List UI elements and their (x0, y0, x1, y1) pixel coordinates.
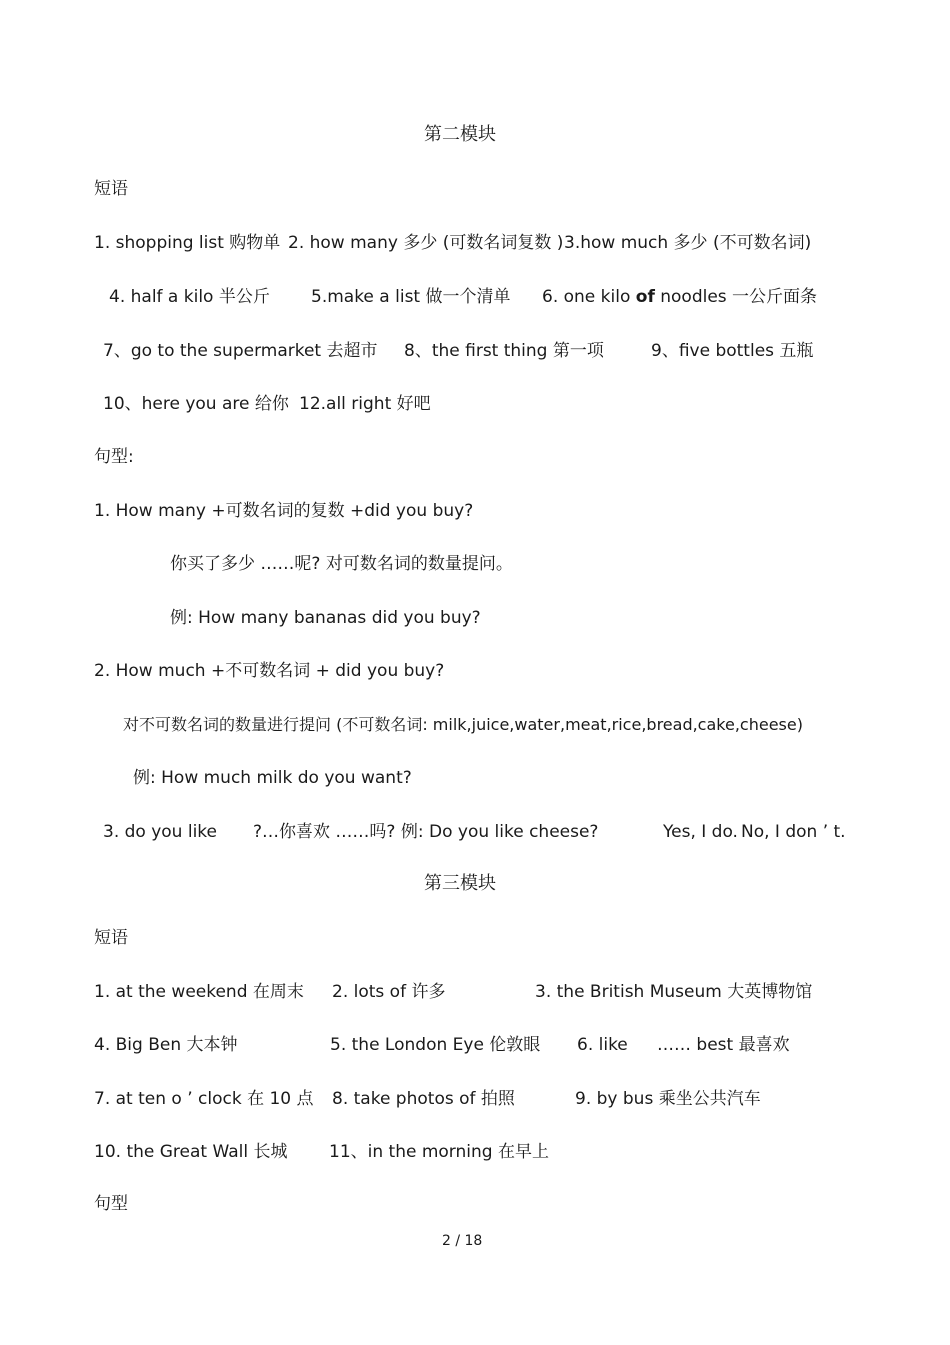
pattern-do-you-like-yes: Yes, I do. (663, 822, 738, 842)
phrase-at-the-weekend: 1. at the weekend 在周末 (94, 982, 304, 1002)
module3-patterns-label: 句型 (94, 1194, 128, 1214)
phrase-here-you-are: 10、here you are 给你 (103, 394, 289, 414)
page-number: 2 / 18 (442, 1233, 483, 1249)
pattern-do-you-like (103, 821, 883, 843)
module3-phrases-row3 (94, 1088, 894, 1110)
phrase-big-ben: 4. Big Ben 大本钟 (94, 1035, 238, 1055)
phrase-how-much: 3.how much 多少 (不可数名词) (564, 233, 812, 253)
phrase-at-ten-oclock: 7. at ten o ’ clock 在 10 点 (94, 1089, 314, 1109)
phrase-shopping-list: 1. shopping list 购物单 (94, 233, 281, 253)
pattern-do-you-like-meaning: ?…你喜欢 ……吗? 例: Do you like cheese? (253, 822, 599, 842)
module3-title: 第三模块 (424, 873, 496, 894)
module2-phrases-row3 (103, 340, 923, 362)
module3-phrases-row1 (94, 981, 894, 1003)
phrase-british-museum: 3. the British Museum 大英博物馆 (535, 982, 813, 1002)
phrase-london-eye: 5. the London Eye 伦敦眼 (330, 1035, 541, 1055)
phrase-by-bus: 9. by bus 乘坐公共汽车 (575, 1089, 761, 1109)
phrase-like: 6. like (577, 1035, 628, 1055)
module3-phrases-row4 (94, 1141, 694, 1163)
phrase-how-many: 2. how many 多少 (可数名词复数 ) (288, 233, 564, 253)
pattern-how-much-example: 例: How much milk do you want? (133, 768, 412, 788)
phrase-take-photos: 8. take photos of 拍照 (332, 1089, 515, 1109)
module2-phrases-row2 (109, 286, 929, 308)
pattern-how-many-example: 例: How many bananas did you buy? (170, 608, 481, 628)
module2-patterns-label: 句型: (94, 447, 134, 467)
phrase-first-thing: 8、the first thing 第一项 (404, 341, 604, 361)
pattern-do-you-like-question: 3. do you like (103, 822, 218, 842)
phrase-one-kilo-noodles: 6. one kilo of noodles 一公斤面条 (542, 287, 818, 307)
module2-title: 第二模块 (424, 124, 496, 145)
phrase-make-a-list: 5.make a list 做一个清单 (311, 287, 511, 307)
pattern-how-much: 2. How much +不可数名词 + did you buy? (94, 661, 445, 681)
phrase-in-the-morning: 11、in the morning 在早上 (329, 1142, 549, 1162)
pattern-how-many: 1. How many +可数名词的复数 +did you buy? (94, 501, 474, 521)
pattern-how-many-meaning: 你买了多少 ……呢? 对可数名词的数量提问。 (170, 554, 513, 574)
phrase-all-right: 12.all right 好吧 (299, 394, 431, 414)
module2-phrases-row4 (103, 393, 603, 415)
phrase-five-bottles: 9、five bottles 五瓶 (651, 341, 814, 361)
module3-phrases-row2 (94, 1034, 894, 1056)
pattern-do-you-like-no: No, I don ’ t. (741, 822, 846, 842)
phrase-great-wall: 10. the Great Wall 长城 (94, 1142, 288, 1162)
phrase-half-a-kilo: 4. half a kilo 半公斤 (109, 287, 270, 307)
module2-phrases-row1 (94, 232, 934, 254)
module2-phrases-label: 短语 (94, 179, 128, 199)
pattern-how-much-meaning: 对不可数名词的数量进行提问 (不可数名词: milk,juice,water,meat,rice,bread,cake,cheese) (123, 715, 803, 734)
phrase-go-to-supermarket: 7、go to the supermarket 去超市 (103, 341, 378, 361)
phrase-lots-of: 2. lots of 许多 (332, 982, 446, 1002)
phrase-like-best: …… best 最喜欢 (657, 1035, 790, 1055)
module3-phrases-label: 短语 (94, 928, 128, 948)
